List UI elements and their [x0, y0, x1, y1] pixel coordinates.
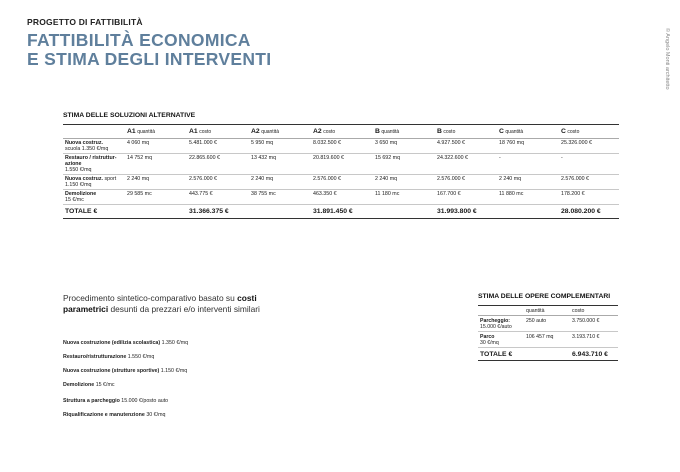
cell: 2.576.000 €: [559, 175, 619, 190]
price-item: Struttura a parcheggio 15.000 €/posto auto: [63, 398, 169, 404]
cell: [524, 348, 570, 361]
cell: 2.576.000 €: [187, 175, 249, 190]
total-label: TOTALE €: [63, 205, 125, 219]
cell: 2 240 mq: [497, 175, 559, 190]
total-row: [478, 348, 618, 361]
side-credit-text: © Angelo Monti architetto: [664, 28, 670, 90]
cell: 24.322.600 €: [435, 154, 497, 175]
cell: 3.750.000 €: [570, 316, 618, 332]
alternatives-title: STIMA DELLE SOLUZIONI ALTERNATIVE: [63, 112, 196, 119]
header-quantity: quantità: [524, 306, 570, 316]
cell: 250 auto: [524, 316, 570, 332]
table-row: [63, 175, 619, 190]
cell: 167.700 €: [435, 190, 497, 205]
total-value: 6.943.710 €: [570, 348, 618, 361]
row-label: Nuova costruz. scuola 1.350 €/mq: [63, 139, 125, 154]
cell: 15 692 mq: [373, 154, 435, 175]
total-b: 31.993.800 €: [435, 205, 497, 219]
cell: 2 240 mq: [249, 175, 311, 190]
header-col: A2 quantità: [249, 125, 311, 139]
price-item: Restauro/ristrutturazione 1.550 €/mq: [63, 354, 155, 360]
cell: 5.481.000 €: [187, 139, 249, 154]
cell: 18 760 mq: [497, 139, 559, 154]
price-item: Riqualificazione e manutenzione 30 €/mq: [63, 412, 166, 418]
row-label: Demolizione 15 €/mc: [63, 190, 125, 205]
price-item: Nuova costruzione (strutture sportive) 1.150 €/mq: [63, 368, 188, 374]
alternatives-header-row: [63, 125, 619, 139]
total-c: 28.080.200 €: [559, 205, 619, 219]
row-label: Restauro / ristruttur- azione 1.550 €/mq: [63, 154, 125, 175]
row-label: Nuova costruz. sport 1.150 €/mq: [63, 175, 125, 190]
cell: [249, 205, 311, 219]
row-label: Parco 30 €/mq: [478, 332, 524, 348]
cell: 3.193.710 €: [570, 332, 618, 348]
cell: 106 457 mq: [524, 332, 570, 348]
method-description: Procedimento sintetico-comparativo basato su costi parametrici desunti da prezzari e/o interventi similari: [63, 293, 260, 314]
cell: 2.576.000 €: [311, 175, 373, 190]
alternatives-table: [63, 124, 619, 219]
cell: 20.819.600 €: [311, 154, 373, 175]
table-row: [63, 154, 619, 175]
row-label: Parcheggio: 15.000 €/auto: [478, 316, 524, 332]
complementary-table: [478, 305, 618, 361]
cell: 463.350 €: [311, 190, 373, 205]
cell: 11 880 mc: [497, 190, 559, 205]
price-item: Demolizione 15 €/mc: [63, 382, 115, 388]
header-empty: [478, 306, 524, 316]
cell: 38 755 mc: [249, 190, 311, 205]
header-col: C quantità: [497, 125, 559, 139]
cell: 13 432 mq: [249, 154, 311, 175]
cell: 4.927.500 €: [435, 139, 497, 154]
section-label: PROGETTO DI FATTIBILITÀ: [27, 17, 143, 27]
cell: 25.326.000 €: [559, 139, 619, 154]
price-item: Nuova costruzione (edilizia scolastica) 1.350 €/mq: [63, 340, 189, 346]
cell: 178.200 €: [559, 190, 619, 205]
cell: 3 650 mq: [373, 139, 435, 154]
header-empty: [63, 125, 125, 139]
page-title-line-1: FATTIBILITÀ ECONOMICA: [27, 30, 251, 50]
header-col: B costo: [435, 125, 497, 139]
header-col: A1 quantità: [125, 125, 187, 139]
table-row: [63, 190, 619, 205]
header-col: B quantità: [373, 125, 435, 139]
table-row: [63, 139, 619, 154]
cell: 8.032.500 €: [311, 139, 373, 154]
cell: 4 060 mq: [125, 139, 187, 154]
cell: 11 180 mc: [373, 190, 435, 205]
total-row: [63, 205, 619, 219]
cell: 29 585 mc: [125, 190, 187, 205]
cell: -: [497, 154, 559, 175]
header-cost: costo: [570, 306, 618, 316]
complementary-header-row: [478, 306, 618, 316]
complementary-title: STIMA DELLE OPERE COMPLEMENTARI: [478, 293, 611, 300]
cell: [373, 205, 435, 219]
cell: 2.576.000 €: [435, 175, 497, 190]
table-row: [478, 316, 618, 332]
total-label: TOTALE €: [478, 348, 524, 361]
total-a2: 31.891.450 €: [311, 205, 373, 219]
page-title-line-2: E STIMA DEGLI INTERVENTI: [27, 49, 272, 69]
cell: [497, 205, 559, 219]
header-col: C costo: [559, 125, 619, 139]
table-row: [478, 332, 618, 348]
cell: 22.865.600 €: [187, 154, 249, 175]
description-bold: costi parametrici: [63, 293, 257, 314]
cell: 2 240 mq: [373, 175, 435, 190]
page-title: [27, 31, 271, 69]
cell: 5 950 mq: [249, 139, 311, 154]
side-credit: [660, 28, 672, 118]
cell: [125, 205, 187, 219]
cell: 14 752 mq: [125, 154, 187, 175]
cell: -: [559, 154, 619, 175]
header-col: A2 costo: [311, 125, 373, 139]
header-col: A1 costo: [187, 125, 249, 139]
cell: 443.775 €: [187, 190, 249, 205]
total-a1: 31.366.375 €: [187, 205, 249, 219]
cell: 2 240 mq: [125, 175, 187, 190]
